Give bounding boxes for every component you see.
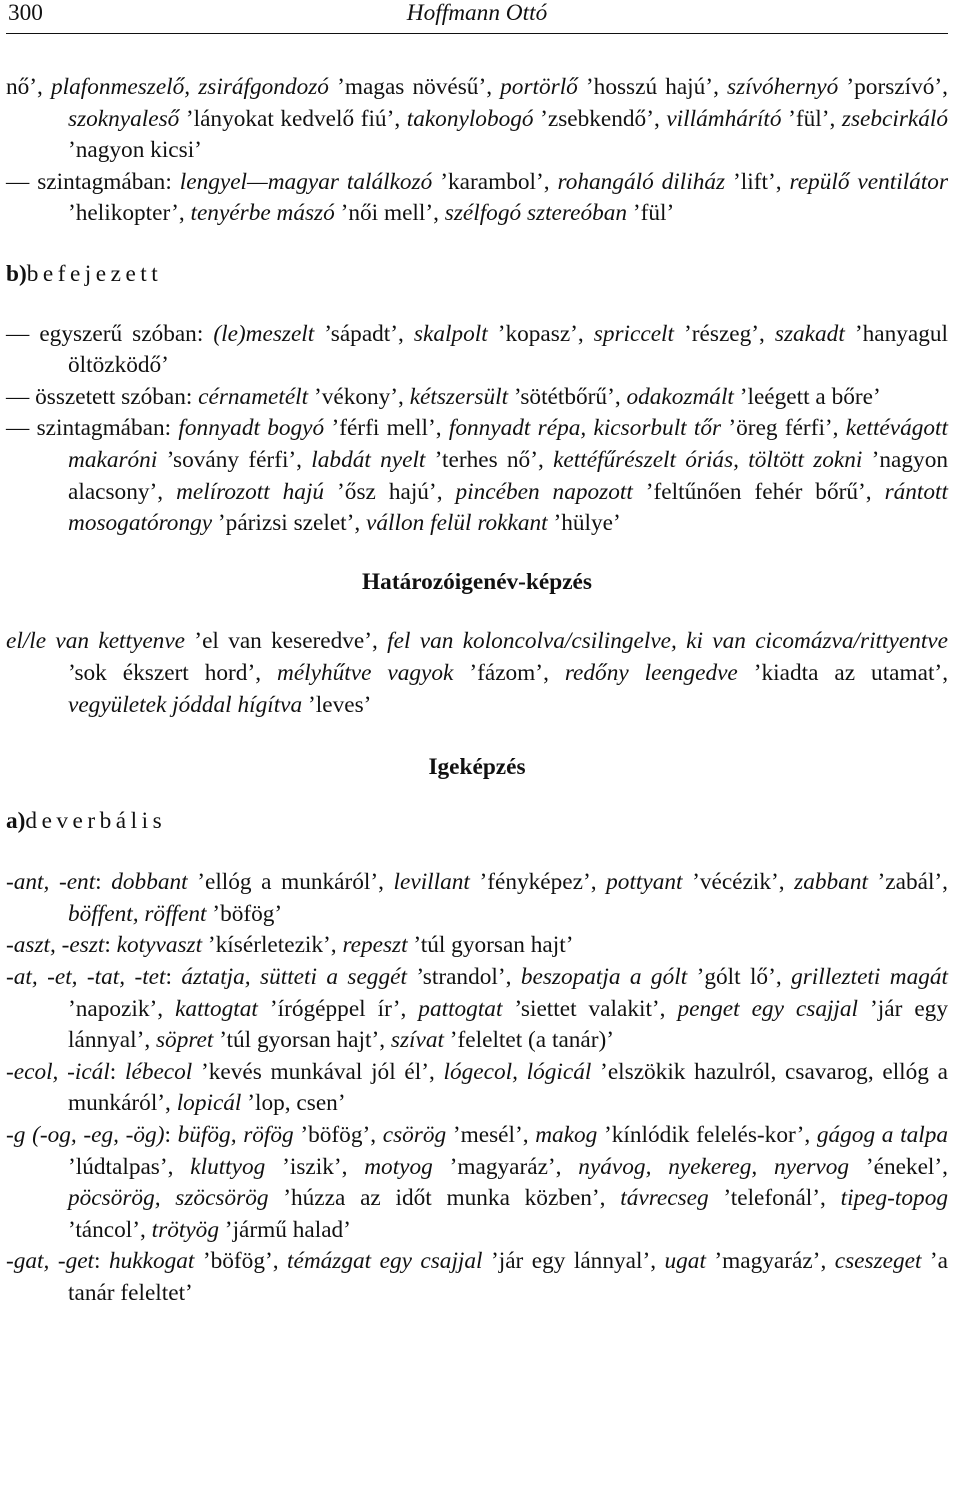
suffix-entry [6,1120,948,1246]
slang-term: skalpolt [413,320,488,347]
gloss-text: : [164,1122,178,1149]
slang-term: -ant, -ent [6,869,96,896]
slang-term: büfög, röfög [177,1122,294,1149]
slang-term: csörög [382,1122,447,1149]
subsection-letter: b) [6,260,27,287]
gloss-text: ’terhes nő’, [425,446,554,473]
gloss-text: ’fényképez’, [469,869,607,896]
gloss-text: ’hosszú hajú’, [577,74,727,100]
gloss-text: ’leégett a bőre’ [733,383,881,410]
gloss-text: — szintagmában: [6,168,180,195]
subsection-label [6,806,948,838]
gloss-text: ’ősz hajú’, [324,478,456,505]
slang-term: redőny leengedve [564,659,738,686]
slang-term: kettéfűrészelt óriás, töltött zokni [553,446,863,473]
gloss-text: ’böfög’, [293,1122,383,1149]
slang-term: tipeg-topog [840,1185,949,1212]
suffix-entry [6,962,948,1057]
slang-term: kattogtat [175,995,258,1022]
slang-term: gágog a talpa [816,1122,948,1149]
gloss-text: : [165,964,182,991]
gloss-text: ’lift’, [725,168,790,195]
gloss-text: ’fázom’, [453,659,565,686]
gloss-text: ’lányokat kedvelő fiú’, [179,105,407,132]
gloss-text: ’a tanár feleltet’ [68,1248,948,1306]
gloss-text: ’siettet valakit’, [502,995,678,1022]
dash-entry [6,413,948,539]
gloss-text: ’jár egy lánnyal’, [482,1248,665,1275]
slang-term: fel van koloncolva/csilingelve, ki van cicomázva/rittyentve [387,628,948,655]
gloss-text: ’lúdtalpas’, [68,1153,191,1180]
slang-term: kotyvaszt [116,932,203,959]
suffix-entry [6,1246,948,1309]
subsection-title: befejezett [26,260,163,287]
gloss-text: ’sovány férfi’, [157,446,312,473]
slang-term: szívat [390,1027,444,1054]
gloss-text: ’kiadta az utamat’, [737,659,949,686]
gloss-text: ’böfög’, [194,1248,288,1275]
gloss-text: ’sötétbőrű’, [508,383,627,410]
slang-term: cérnametélt [198,383,309,410]
gloss-text: ’ellóg a munkáról’, [187,869,394,896]
gloss-text: : [109,1058,125,1085]
slang-term: el/le van kettyenve [6,628,185,655]
gloss-text: ’nagyon kicsi’ [68,137,202,164]
gloss-text: ’vékony’, [308,383,410,410]
slang-term: pöcsörög, szöcsörög [68,1185,269,1212]
suffix-entry [6,867,948,930]
slang-term: áztatja, sütteti a seggét [181,964,407,991]
slang-term: lébecol [125,1058,193,1085]
slang-term: pattogtat [418,995,503,1022]
slang-term: penget egy csajjal [677,995,859,1022]
gloss-text: ’hülye’ [547,510,621,537]
slang-term: plafonmeszelő, zsiráfgondozó [50,74,329,100]
gloss-text: — szintagmában: [6,415,179,442]
gloss-text: ’zabál’, [867,869,949,896]
slang-term: beszopatja a gólt [520,964,688,991]
gloss-text: ’zsebkendő’, [533,105,667,132]
gloss-text: ’kísérletezik’, [202,932,343,959]
gloss-text: ’női mell’, [334,200,445,227]
subsection-letter: a) [6,807,26,834]
slang-term: repülő ventilátor [789,168,949,195]
slang-term: szívóhernyó [727,74,839,100]
slang-term: vegyületek jóddal hígítva [68,691,303,718]
slang-term: dobbant [111,869,188,896]
gloss-text: ’elszökik hazulról, csavarog, ellóg a munkáról’, [68,1058,949,1117]
slang-term: -g (-og, -eg, -ög) [6,1122,165,1149]
gloss-text: ’magyaráz’, [432,1153,579,1180]
gloss-text: ’helikopter’, [68,200,191,227]
gloss-text: ’gólt lő’, [687,964,792,991]
slang-term: ugat [664,1248,706,1275]
slang-term: nyávog, nyekereg, nyervog [578,1153,850,1180]
section-heading: Igeképzés [428,754,526,781]
gloss-text: ’mesél’, [446,1122,536,1149]
gloss-text: ’hanyagul öltözködő’ [68,320,948,379]
slang-term: szoknyaleső [68,105,180,132]
slang-term: pincében napozott [455,478,633,505]
slang-term: kettévágott makaróni [68,415,948,473]
subsection-label [6,259,948,291]
gloss-text: ’énekel’, [849,1153,948,1180]
slang-term: kétszersült [409,383,509,410]
gloss-text: ’leves’ [302,691,372,718]
slang-term: távrecseg [620,1185,709,1212]
slang-term: rántott mosogatórongy [68,478,948,537]
page-body [6,34,948,1310]
slang-term: levillant [393,869,470,896]
slang-term: fonnyadt répa, kicsorbult tőr [448,415,722,442]
slang-term: rohangáló diliház [557,168,726,195]
suffix-entry [6,930,948,962]
gloss-text: : [104,932,117,959]
slang-term: böffent, röffent [68,900,207,927]
gloss-text: ’böfög’ [206,900,283,927]
gloss-text: ’túl gyorsan hajt’, [213,1027,391,1054]
gloss-text: ’porszívó’, [838,74,948,100]
gloss-text: ’feltűnően fehér bőrű’, [632,478,885,505]
gloss-text: ’telefonál’, [708,1185,841,1212]
slang-term: lopicál [176,1090,242,1117]
dash-entry [6,382,948,414]
gloss-text: ’strandol’, [406,964,521,991]
page-number: 300 [8,0,43,26]
slang-term: lengyel—magyar találkozó [179,168,433,195]
gloss-text: ’magas növésű’, [328,74,501,100]
slang-term: takonylobogó [406,105,534,132]
gloss-text: ’napozik’, [68,995,176,1022]
slang-term: portörlő [500,74,578,100]
slang-term: kluttyog [190,1153,266,1180]
slang-term: zabbant [794,869,868,896]
slang-term: lógecol, lógicál [443,1058,592,1085]
text-paragraph [6,626,948,721]
gloss-text: ’magyaráz’, [705,1248,835,1275]
gloss-text: ’karambol’, [432,168,558,195]
slang-term: labdát nyelt [311,446,426,473]
slang-term: pottyant [606,869,683,896]
suffix-entry [6,1057,948,1120]
gloss-text: ’feleltet (a tanár)’ [443,1027,615,1054]
gloss-text: nő’, [6,74,51,100]
gloss-text: ’fül’, [781,105,842,132]
gloss-text: ’részeg’, [674,320,775,347]
slang-term: söpret [155,1027,214,1054]
gloss-text: : [94,1248,109,1275]
slang-term: odakozmált [626,383,734,410]
running-head: Hoffmann Ottó [406,0,548,26]
dash-entry [6,319,948,382]
slang-term: spriccelt [593,320,675,347]
slang-term: fonnyadt bogyó [178,415,325,442]
slang-term: (le)meszelt [213,320,315,347]
slang-term: makog [535,1122,598,1149]
subsection-title: deverbális [25,807,167,834]
gloss-text: ’iszik’, [265,1153,365,1180]
gloss-text: ’kínlódik felelés-kor’, [597,1122,817,1149]
slang-term: témázgat egy csajjal [287,1248,483,1275]
gloss-text: — egyszerű szóban: [6,320,214,347]
slang-term: szélfogó sztereóban [444,200,628,227]
gloss-text: ’fül’ [627,200,675,227]
gloss-text: ’lop, csen’ [241,1090,346,1117]
slang-term: tenyérbe mászó [190,200,335,227]
gloss-text: : [95,869,112,896]
slang-term: -gat, -get [6,1248,95,1275]
gloss-text: ’nagyon alacsony’, [68,446,948,505]
gloss-text: — összetett szóban: [6,383,199,410]
slang-term: repeszt [342,932,408,959]
gloss-text: ’férfi mell’, [324,415,449,442]
slang-term: cseszeget [834,1248,922,1275]
dash-entry [6,167,948,230]
slang-term: vállon felül rokkant [366,510,548,537]
slang-term: trötyög [151,1216,219,1243]
gloss-text: ’kevés munkával jól él’, [192,1058,444,1085]
section-heading: Határozóigenév-képzés [362,568,592,595]
gloss-text: ’jármű halad’ [218,1216,351,1243]
gloss-text: ’párizsi szelet’, [212,510,367,537]
slang-term: szakadt [774,320,845,347]
slang-term: villámhárító [666,105,782,132]
slang-term: motyog [364,1153,433,1180]
slang-term: mélyhűtve vagyok [277,659,454,686]
slang-term: grillezteti magát [791,964,948,991]
slang-term: zsebcirkáló [841,105,949,132]
gloss-text: ’túl gyorsan hajt’ [407,932,574,959]
gloss-text: ’kopasz’, [487,320,594,347]
page-header [6,0,948,34]
slang-term: -aszt, -eszt [6,932,105,959]
gloss-text: ’el van keseredve’, [185,628,388,655]
gloss-text: ’öreg férfi’, [721,415,846,442]
slang-term: -at, -et, -tat, -tet [6,964,166,991]
slang-term: melírozott hajú [176,478,325,505]
gloss-text: ’húzza az időt munka közben’, [268,1185,621,1212]
slang-term: hukkogat [108,1248,195,1275]
gloss-text: ’írógéppel ír’, [257,995,419,1022]
slang-term: -ecol, -icál [6,1058,110,1085]
gloss-text: ’vécézik’, [682,869,795,896]
gloss-text: ’táncol’, [68,1216,152,1243]
text-paragraph [6,72,948,167]
gloss-text: ’sápadt’, [314,320,414,347]
gloss-text: ’jár egy lánnyal’, [68,995,948,1054]
gloss-text: ’sok ékszert hord’, [68,659,277,686]
